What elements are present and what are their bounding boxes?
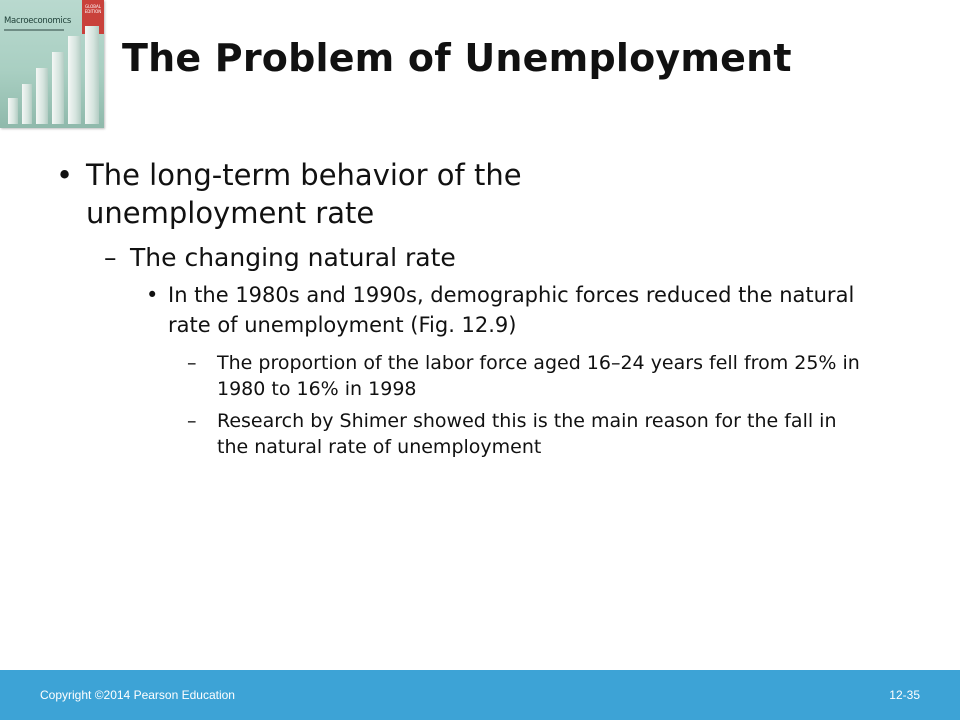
bullet-level-2 (56, 242, 916, 274)
footer-bar (0, 670, 960, 720)
bullet-text: In the 1980s and 1990s, demographic forces reduced the natural rate of unemployment (Fig. 12.9) (168, 283, 855, 337)
book-cover-title: Macroeconomics (4, 16, 71, 26)
book-cover-thumbnail (0, 0, 104, 128)
cover-column-1 (8, 98, 18, 124)
cover-column-4 (52, 52, 64, 124)
bullet-marker: • (56, 158, 74, 192)
cover-column-3 (36, 68, 48, 124)
bullet-level-3 (56, 280, 898, 340)
cover-column-5 (68, 36, 81, 124)
dash-marker: – (187, 352, 197, 374)
bullet-level-1 (56, 156, 666, 232)
copyright-text: Copyright ©2014 Pearson Education (40, 688, 235, 702)
slide-content (56, 156, 916, 460)
page-number: 12-35 (889, 688, 920, 702)
slide-title: The Problem of Unemployment (122, 36, 792, 80)
bullet-text: The long-term behavior of the unemployment rate (86, 158, 522, 230)
bullet-text: Research by Shimer showed this is the main reason for the fall in the natural rate of unemployment (217, 410, 837, 458)
bullet-text: The changing natural rate (130, 243, 456, 272)
book-cover-author-line (4, 29, 64, 31)
dash-marker: – (187, 410, 197, 432)
global-edition-text: GLOBAL EDITION (84, 4, 102, 14)
cover-column-6 (85, 26, 99, 124)
bullet-marker: • (146, 283, 159, 307)
dash-marker: – (104, 243, 117, 272)
bullet-level-4 (56, 350, 867, 402)
bullet-level-4 (56, 408, 867, 460)
cover-column-2 (22, 84, 32, 124)
bullet-text: The proportion of the labor force aged 16–24 years fell from 25% in 1980 to 16% in 1998 (217, 352, 860, 400)
